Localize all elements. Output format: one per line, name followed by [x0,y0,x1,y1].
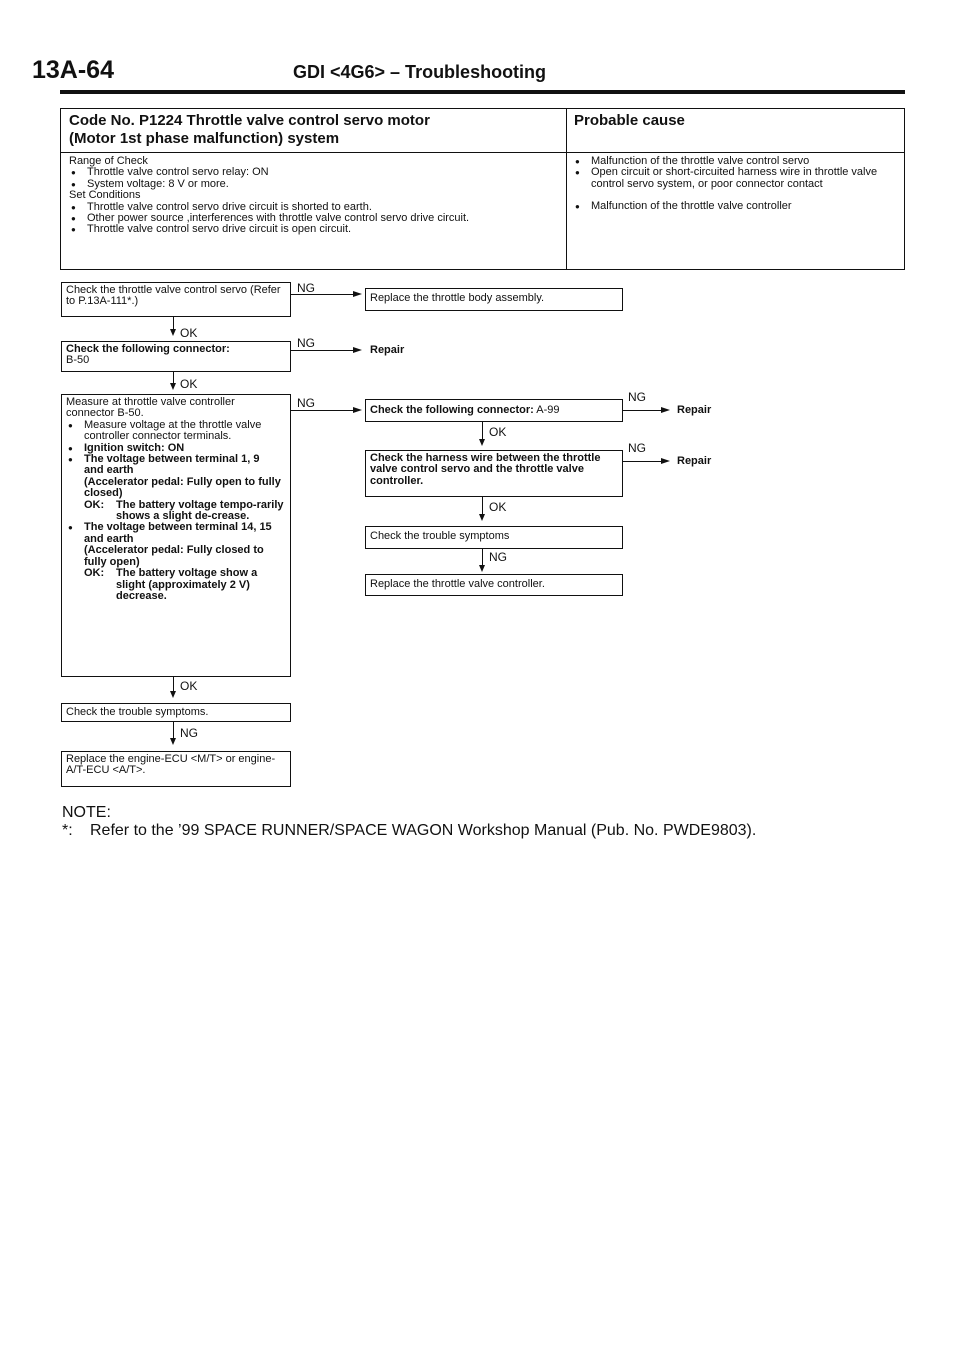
ok-text: The battery voltage show a slight (approximately 2 V) decrease. [116,567,258,602]
ok-label: OK [180,326,198,340]
table-divider [61,152,904,153]
note-text: Refer to the ’99 SPACE RUNNER/SPACE WAGON Workshop Manual (Pub. No. PWDE9803). [90,822,757,839]
cause-item: ● Malfunction of the throttle valve controller [573,201,898,212]
note-marker: *: [62,822,73,839]
ok-label: OK [180,679,198,693]
measure-item: ● Measure voltage at the throttle valve controller connector terminals. [66,420,286,443]
page-number: 13A-64 [32,56,114,84]
set-heading: Set Conditions [69,189,141,202]
ng-connector-line [623,410,663,411]
set-item: ● Throttle valve control servo drive circuit is shorted to earth. [69,202,559,213]
flow-connector-line [173,677,174,691]
probable-causes [573,156,898,213]
arrow-down-icon [479,565,485,572]
flow-connector-line [173,372,174,383]
arrow-down-icon [170,329,176,336]
ng-label: NG [297,336,315,350]
flow-step-text: Check the trouble symptoms. [66,706,209,718]
measure-item: ● The voltage between terminal 1, 9 and earth [66,454,286,477]
ok-criterion [84,500,286,523]
flow-replace-throttle-body [365,288,623,311]
arrow-down-icon [479,439,485,446]
flow-step-replace-ecu [61,751,291,787]
range-item: ● Throttle valve control servo relay: ON [69,167,559,178]
flow-step-check-connector-a99 [365,399,623,422]
code-table [60,108,905,270]
ok-label: OK [489,500,507,514]
measure-condition: (Accelerator pedal: Fully open to fully closed) [84,475,281,500]
ng-label: NG [628,390,646,404]
flow-step-text: Replace the engine-ECU <M/T> or engine-A/T-ECU <A/T>. [66,753,276,777]
section-title: GDI <4G6> – Troubleshooting [293,62,547,82]
ok-tag: OK: [84,498,105,511]
probable-cause-heading: Probable cause [574,112,685,129]
arrow-right-icon [353,291,362,297]
ng-connector-line [291,350,353,351]
flow-step-text: Measure at throttle valve controller connector B-50. [66,396,235,420]
ng-label: NG [180,726,198,740]
flow-connector-line [173,317,174,329]
code-title [69,112,430,148]
flow-step-check-connector-b50 [61,341,291,372]
measure-item: ● The voltage between terminal 14, 15 and earth [66,522,286,545]
flow-step-text: Replace the throttle body assembly. [370,292,545,304]
arrow-down-icon [479,514,485,521]
arrow-down-icon [170,383,176,390]
flow-step-text: Check the following connector: [370,404,534,416]
range-heading: Range of Check [69,155,148,167]
arrow-right-icon [353,347,362,353]
measure-condition: (Accelerator pedal: Fully closed to fully open) [84,544,264,568]
ok-tag: OK: [84,567,105,580]
code-title-line: (Motor 1st phase malfunction) system [69,130,340,147]
cause-item: ● Malfunction of the throttle valve control servo [573,156,898,167]
flow-connector-line [482,549,483,565]
arrow-right-icon [661,407,670,413]
code-title-line: Code No. P1224 Throttle valve control servo motor [69,112,430,129]
flow-step-text: Check the throttle valve control servo (Refer to P.13A-111*.) [66,284,281,308]
flow-step-check-harness [365,450,623,497]
ng-connector-line [291,410,353,411]
set-item: ● Throttle valve control servo drive circuit is open circuit. [69,224,559,235]
connector-code: A-99 [536,404,560,416]
flow-step-text: Check the trouble symptoms [370,530,510,542]
ok-label: OK [489,425,507,439]
ok-label: OK [180,377,198,391]
ng-label: NG [297,281,315,295]
flow-connector-line [482,497,483,514]
ng-label: NG [297,396,315,410]
flow-step-text: Replace the throttle valve controller. [370,578,545,590]
repair-label: Repair [370,344,405,356]
flow-step-right-check-symptoms [365,526,623,549]
ok-criterion [84,568,286,602]
set-item: ● Other power source ,interferences with throttle valve control servo drive circuit. [69,213,559,224]
arrow-right-icon [353,407,362,413]
header-rule [60,90,905,94]
arrow-down-icon [170,738,176,745]
note-heading: NOTE: [62,804,111,821]
cause-item: ● Open circuit or short-circuited harness wire in throttle valve control servo system, or poor connector contact [573,167,898,190]
arrow-right-icon [661,458,670,464]
flow-connector-line [482,422,483,439]
table-divider [566,109,567,269]
repair-label: Repair [677,404,712,416]
range-of-check [69,156,559,236]
flow-step-check-servo [61,282,291,317]
flow-step-text: Check the following connector: [66,343,230,355]
ok-text: The battery voltage tempo-rarily shows a slight de-crease. [116,498,284,523]
arrow-down-icon [170,691,176,698]
measure-item: ● Ignition switch: ON [66,443,286,454]
flow-step-replace-controller [365,574,623,596]
range-item: ● System voltage: 8 V or more. [69,179,559,190]
flow-step-measure-b50 [61,394,291,677]
flow-connector-line [173,722,174,738]
repair-label: Repair [677,455,712,467]
ng-label: NG [628,441,646,455]
flow-step-text: Check the harness wire between the throttle valve control servo and the throttle valve controller. [370,452,601,487]
flow-step-check-symptoms [61,703,291,722]
ng-label: NG [489,550,507,564]
ng-connector-line [623,461,663,462]
connector-code: B-50 [66,354,90,367]
